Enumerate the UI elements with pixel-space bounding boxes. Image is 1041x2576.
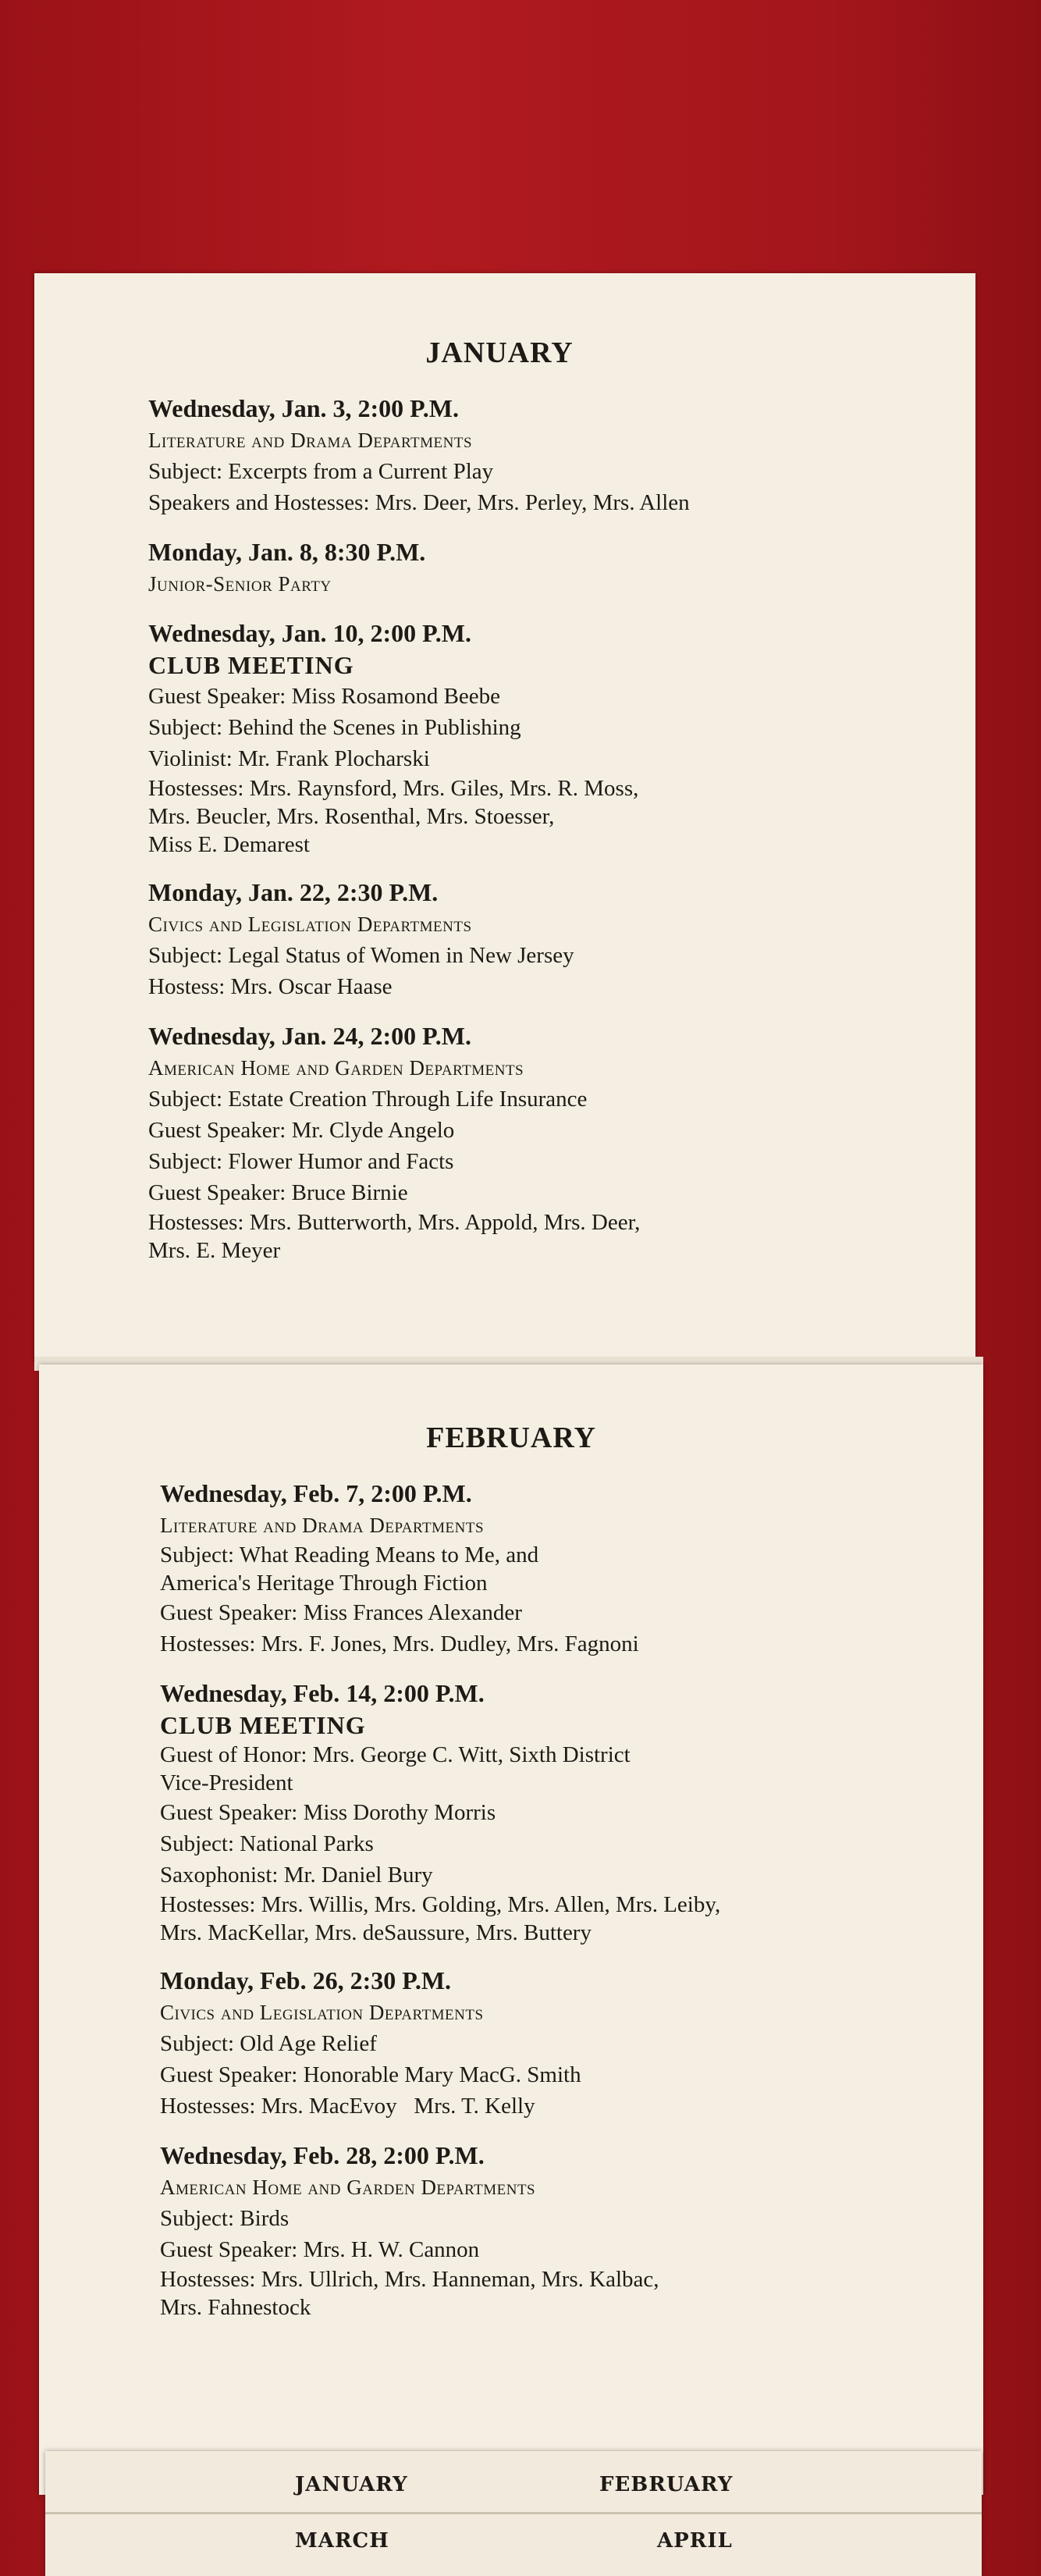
event-date: Wednesday, Jan. 24, 2:00 P.M. [148,1022,471,1050]
event-line: Saxophonist: Mr. Daniel Bury [160,1863,433,1888]
january-section [148,336,936,1282]
tab-february[interactable]: FEBRUARY [599,2473,734,2496]
month-title-february: FEBRUARY [426,1421,596,1454]
event-line: Violinist: Mr. Frank Plocharski [148,746,430,771]
event-line: Hostesses: Mrs. Butterworth, Mrs. Appold, Mrs. Deer, [148,1210,641,1235]
tab-divider [45,2512,982,2514]
event-line: Mrs. Beucler, Mrs. Rosenthal, Mrs. Stoesser, [148,804,555,829]
event-date: Monday, Jan. 8, 8:30 P.M. [148,538,426,566]
event-jan-8 [148,535,936,600]
event-line: Hostesses: Mrs. Ullrich, Mrs. Hanneman, Mrs. Kalbac, [160,2267,659,2292]
event-line: Hostesses: Mrs. Willis, Mrs. Golding, Mrs. Allen, Mrs. Leiby, [160,1892,721,1917]
event-department: American Home and Garden Departments [148,1056,524,1080]
event-line: Subject: Old Age Relief [160,2031,377,2056]
event-department: Civics and Legislation Departments [148,913,472,936]
event-line: Vice-President [160,1770,293,1795]
event-feb-7 [160,1477,948,1660]
event-jan-24 [148,1019,936,1265]
event-line: Guest Speaker: Miss Frances Alexander [160,1600,522,1625]
tab-march[interactable]: MARCH [295,2529,389,2553]
event-date: Monday, Feb. 26, 2:30 P.M. [160,1966,452,1994]
event-line: Subject: Estate Creation Through Life Insurance [148,1087,588,1112]
february-section [160,1421,948,2339]
event-line: Miss E. Demarest [148,832,310,857]
tab-april[interactable]: APRIL [657,2529,733,2553]
event-jan-22 [148,876,936,1002]
event-line: Guest of Honor: Mrs. George C. Witt, Sixth District [160,1742,631,1767]
event-line: Speakers and Hostesses: Mrs. Deer, Mrs. Perley, Mrs. Allen [148,490,690,515]
month-title-january: JANUARY [425,336,574,369]
event-feb-14 [160,1677,948,1947]
event-line: Subject: Excerpts from a Current Play [148,459,494,484]
event-jan-10 [148,617,936,859]
event-department: Literature and Drama Departments [148,429,473,452]
event-date: Wednesday, Jan. 10, 2:00 P.M. [148,619,471,647]
event-line: Guest Speaker: Mrs. H. W. Cannon [160,2237,480,2262]
event-line: America's Heritage Through Fiction [160,1571,488,1596]
event-line: Hostess: Mrs. Oscar Haase [148,974,393,999]
event-department: Civics and Legislation Departments [160,2001,484,2024]
event-line: Hostesses: Mrs. F. Jones, Mrs. Dudley, Mrs. Fagnoni [160,1631,639,1656]
tab-january[interactable]: JANUARY [295,2473,408,2496]
club-meeting-label: CLUB MEETING [160,1711,366,1739]
event-line: Subject: Flower Humor and Facts [148,1149,454,1174]
event-line: Subject: Behind the Scenes in Publishing [148,715,521,740]
event-line: Guest Speaker: Miss Rosamond Beebe [148,684,501,709]
event-feb-28 [160,2139,948,2322]
event-line: Subject: National Parks [160,1831,374,1856]
event-date: Monday, Jan. 22, 2:30 P.M. [148,878,439,906]
event-line: Subject: Birds [160,2206,290,2231]
event-line: Mrs. E. Meyer [148,1238,281,1263]
event-date: Wednesday, Jan. 3, 2:00 P.M. [148,394,459,422]
event-line: Mrs. MacKellar, Mrs. deSaussure, Mrs. Buttery [160,1920,592,1945]
event-line: Guest Speaker: Honorable Mary MacG. Smith [160,2062,581,2087]
event-line: Subject: Legal Status of Women in New Jersey [148,943,574,968]
event-department: Literature and Drama Departments [160,1514,485,1537]
event-line: Guest Speaker: Miss Dorothy Morris [160,1800,496,1825]
event-department: American Home and Garden Departments [160,2176,536,2199]
event-date: Wednesday, Feb. 7, 2:00 P.M. [160,1479,472,1507]
event-line: Hostesses: Mrs. MacEvoy Mrs. T. Kelly [160,2094,535,2119]
event-line: Guest Speaker: Bruce Birnie [148,1180,408,1205]
event-line: Subject: What Reading Means to Me, and [160,1542,539,1567]
event-department: Junior-Senior Party [148,572,332,596]
event-jan-3 [148,392,936,518]
club-meeting-label: CLUB MEETING [148,651,354,679]
event-date: Wednesday, Feb. 28, 2:00 P.M. [160,2141,485,2169]
event-line: Mrs. Fahnestock [160,2295,311,2320]
event-line: Guest Speaker: Mr. Clyde Angelo [148,1118,455,1143]
event-date: Wednesday, Feb. 14, 2:00 P.M. [160,1679,485,1707]
event-feb-26 [160,1964,948,2122]
event-line: Hostesses: Mrs. Raynsford, Mrs. Giles, Mrs. R. Moss, [148,776,639,801]
